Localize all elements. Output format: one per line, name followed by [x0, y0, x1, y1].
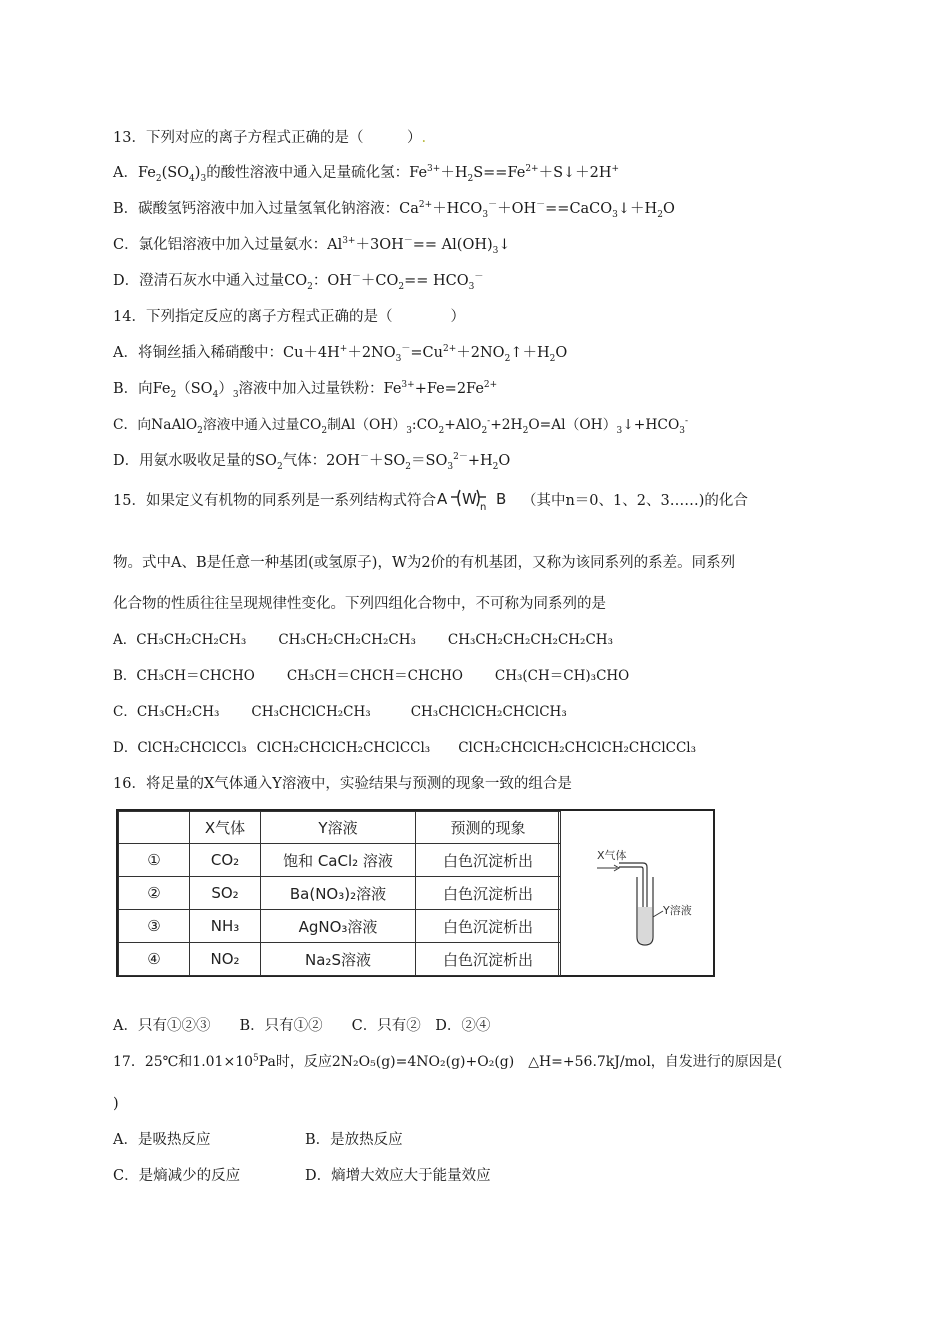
q17-option-c: C．是熵减少的反应	[113, 1168, 241, 1184]
table-row	[119, 910, 561, 943]
q14-a-t2: ＋2NO	[347, 345, 396, 361]
q13-d-sup1: －	[351, 272, 361, 283]
table-cell: 饱和 CaCl₂ 溶液	[261, 844, 416, 877]
q14-c-sub4: 2	[438, 425, 445, 436]
q15-option-b	[113, 666, 629, 686]
table-header-cell: X气体	[190, 812, 261, 844]
q14-c-sub6: 2	[522, 425, 529, 436]
q14-d-t5: +H	[467, 453, 493, 469]
q17-stem-line2-text: )	[113, 1096, 119, 1112]
q14-d-sup1: －	[359, 452, 369, 463]
table-header-cell: Y溶液	[261, 812, 416, 844]
q14-c-sub5: 2	[481, 425, 488, 436]
q15-c-label: C．	[113, 704, 137, 720]
q14-c-t4: :CO	[411, 417, 439, 433]
q13-d-t1: D．澄清石灰水中通入过量CO	[113, 273, 308, 289]
q14-c-t8: ↓+HCO	[622, 417, 680, 433]
q15-d-compound-3: ClCH₂CHClCH₂CHClCH₂CHClCCl₃	[458, 740, 697, 756]
q17-stem-post: Pa时，反应2N₂O₅(g)=4NO₂(g)+O₂(g) △H=+56.7kJ/mol，自发进行的原因是(	[258, 1054, 783, 1070]
table-cell: 白色沉淀析出	[416, 910, 561, 943]
q14-c-t6: +2H	[490, 417, 523, 433]
q14-c-sub2: 2	[321, 425, 328, 436]
q15-line2	[113, 553, 735, 573]
q15-stem	[113, 491, 748, 511]
q13-a-sup3: +	[611, 164, 620, 175]
q17-option-b: B．是放热反应	[305, 1132, 403, 1148]
q15-d-label: D．	[113, 740, 138, 756]
q14-d-sub1: 2	[276, 461, 283, 472]
q13-a-t7: ＋S↓＋2H	[538, 165, 612, 181]
q13-b-t2: ＋HCO	[432, 201, 483, 217]
q13-stem	[113, 128, 426, 148]
solution-pointer	[653, 911, 663, 917]
table-cell: ①	[119, 844, 190, 877]
homologous-formula	[436, 491, 522, 511]
table-cell: Ba(NO₃)₂溶液	[261, 877, 416, 910]
q14-stem-text: 14．下列指定反应的离子方程式正确的是（ ）	[113, 309, 465, 325]
q15-stem-pre: 15．如果定义有机物的同系列是一系列结构式符合	[113, 493, 436, 509]
q13-b-sub1: 3	[482, 209, 489, 220]
q13-d-t4: == HCO	[404, 273, 469, 289]
formula-b-label: B	[495, 490, 507, 508]
q15-line3	[113, 594, 606, 614]
q14-a-t1: A．将铜丝插入稀硝酸中：Cu＋4H	[113, 345, 340, 361]
q13-a-t1: A．Fe	[113, 165, 156, 181]
q14-option-d	[113, 451, 510, 471]
table-cell: Na₂S溶液	[261, 943, 416, 976]
q14-b-t3: ）	[218, 381, 233, 397]
q14-c-t7: O=Al（OH）	[528, 417, 617, 433]
q14-a-sub1: 3	[395, 353, 402, 364]
formula-n-label: n	[479, 502, 487, 513]
q14-d-sub3: 3	[447, 461, 454, 472]
q13-option-d	[113, 271, 483, 291]
q13-b-t5: ↓＋H	[617, 201, 658, 217]
table-header-row	[119, 812, 561, 844]
q15-c-compound-2: CH₃CHClCH₂CH₃	[251, 704, 371, 720]
q14-b-sub1: 2	[170, 389, 177, 400]
q15-d-compound-2: ClCH₂CHClCH₂CHClCCl₃	[256, 740, 431, 756]
q13-a-sub2: 4	[189, 173, 195, 184]
q13-a-sub4: 2	[467, 173, 474, 184]
q13-c-t4: ↓	[498, 237, 511, 253]
q15-line3-text: 化合物的性质往往呈现规律性变化。下列四组化合物中，不可称为同系列的是	[113, 596, 606, 612]
q14-a-sup2: －	[401, 344, 411, 355]
table-row	[119, 943, 561, 976]
table-cell: CO₂	[190, 844, 261, 877]
q13-d-sub2: 2	[398, 281, 405, 292]
q13-a-t5: ＋H	[440, 165, 468, 181]
q14-c-t2: 溶液中通入过量CO	[202, 417, 322, 433]
formula-w-label: W	[461, 490, 477, 508]
q15-a-compound-2: CH₃CH₂CH₂CH₂CH₃	[278, 632, 416, 648]
q16-table	[116, 809, 715, 977]
q14-b-t2: （SO	[176, 381, 213, 397]
q14-b-sub3: 3	[232, 389, 239, 400]
q13-b-sub3: 2	[657, 209, 663, 220]
q14-b-sup1: 3+	[401, 380, 415, 391]
q14-a-sup1: +	[339, 344, 348, 355]
table-row	[119, 844, 561, 877]
q13-b-sup2: －	[488, 200, 498, 211]
q13-b-t4: ==CaCO	[545, 201, 613, 217]
q15-option-a	[113, 630, 613, 650]
test-tube-graphic	[559, 811, 714, 975]
q13-option-b	[113, 199, 675, 219]
table-cell: ④	[119, 943, 190, 976]
q17-options-row2	[113, 1166, 491, 1186]
q13-a-t2: (SO	[161, 165, 190, 181]
diagram-x-label: X气体	[597, 849, 627, 862]
q13-b-sup1: 2+	[418, 200, 433, 211]
q16-options-text: A．只有①②③ B．只有①② C．只有② D．②④	[113, 1018, 491, 1034]
table-cell: ③	[119, 910, 190, 943]
table-header-cell: 预测的现象	[416, 812, 561, 844]
q14-d-sup2: 2－	[453, 452, 468, 463]
q14-a-t4: ＋2NO	[456, 345, 505, 361]
q15-option-c	[113, 702, 567, 722]
q13-stem-text: 13．下列对应的离子方程式正确的是（ ）	[113, 130, 422, 146]
q13-d-sub1: 2	[307, 281, 313, 292]
q14-d-t4: ＝SO	[411, 453, 448, 469]
q14-option-c	[113, 415, 688, 435]
q14-stem	[113, 307, 465, 327]
q14-a-t3: =Cu	[410, 345, 443, 361]
q13-c-sub1: 3	[492, 245, 499, 256]
q13-option-c	[113, 235, 511, 255]
table-cell: ②	[119, 877, 190, 910]
q14-a-t5: ↑＋H	[510, 345, 550, 361]
q14-c-sub1: 2	[197, 425, 203, 436]
diagram-y-label: Y溶液	[663, 904, 692, 917]
q15-a-label: A．	[113, 632, 137, 648]
q14-c-sub3: 3	[406, 425, 412, 436]
q13-d-sup2: －	[474, 272, 484, 283]
q15-b-compound-2: CH₃CH＝CHCH＝CHCHO	[286, 668, 463, 684]
q15-option-d	[113, 738, 696, 758]
q17-stem-sup: 5	[253, 1053, 259, 1064]
q14-d-sub2: 2	[405, 461, 412, 472]
apparatus-diagram	[558, 811, 714, 975]
q15-b-label: B．	[113, 668, 137, 684]
q14-d-sub4: 2	[492, 461, 499, 472]
q14-a-t6: O	[555, 345, 568, 361]
q15-a-compound-1: CH₃CH₂CH₂CH₃	[136, 632, 247, 648]
q16-options	[113, 1016, 490, 1036]
formula-bracket-graphic	[436, 487, 522, 515]
q13-c-sup1: 3+	[342, 236, 356, 247]
table-cell: NH₃	[190, 910, 261, 943]
q14-c-t3: 制Al（OH）	[327, 417, 407, 433]
q13-b-t3: ＋OH	[497, 201, 537, 217]
q14-b-t1: B．向Fe	[113, 381, 171, 397]
q13-d-t3: ＋CO	[360, 273, 399, 289]
q13-b-t1: B．碳酸氢钙溶液中加入过量氢氧化钠溶液：Ca	[113, 201, 419, 217]
q13-b-t6: O	[662, 201, 675, 217]
solution-fill	[638, 907, 652, 944]
table-cell: 白色沉淀析出	[416, 943, 561, 976]
q15-b-compound-3: CH₃(CH＝CH)₃CHO	[494, 668, 630, 684]
q13-a-t3: )	[194, 165, 201, 181]
q15-a-compound-3: CH₃CH₂CH₂CH₂CH₂CH₃	[447, 632, 613, 648]
q14-d-t6: O	[498, 453, 511, 469]
q16-stem	[113, 774, 572, 794]
q14-c-t5: +AlO	[444, 417, 482, 433]
table-cell: 白色沉淀析出	[416, 844, 561, 877]
q15-stem-post: （其中n＝0、1、2、3……)的化合	[521, 493, 748, 509]
table-header-cell	[119, 812, 190, 844]
q13-a-t6: S==Fe	[473, 165, 526, 181]
q13-a-sub3: 3	[200, 173, 207, 184]
table-cell: 白色沉淀析出	[416, 877, 561, 910]
q13-c-t2: ＋3OH	[355, 237, 404, 253]
q15-c-compound-3: CH₃CHClCH₂CHClCH₃	[410, 704, 567, 720]
formula-a-label: A	[436, 490, 448, 508]
q14-a-sub3: 2	[549, 353, 556, 364]
q13-a-sup2: 2+	[525, 164, 539, 175]
table-cell: AgNO₃溶液	[261, 910, 416, 943]
q14-c-sup2: -	[685, 416, 689, 427]
q13-a-t4: 的酸性溶液中通入足量硫化氢：Fe	[206, 165, 428, 181]
q17-stem	[113, 1052, 782, 1072]
q17-stem-pre: 17．25℃和1.01×10	[113, 1054, 254, 1070]
q14-b-sup2: 2+	[483, 380, 498, 391]
q14-c-t1: C．向NaAlO	[113, 417, 198, 433]
q17-options-row1	[113, 1130, 403, 1150]
q16-table-grid	[118, 811, 561, 976]
q14-b-sub2: 4	[212, 389, 219, 400]
q13-option-a	[113, 163, 619, 183]
q13-b-sub2: 3	[612, 209, 618, 220]
q13-a-sub1: 2	[155, 173, 162, 184]
q15-c-compound-1: CH₃CH₂CH₃	[136, 704, 220, 720]
q14-c-sub7: 3	[616, 425, 623, 436]
q14-c-sub8: 3	[679, 425, 686, 436]
q13-stem-dot: .	[421, 130, 427, 146]
q13-a-sup1: 3+	[427, 164, 441, 175]
table-cell: SO₂	[190, 877, 261, 910]
q14-d-t3: ＋SO	[368, 453, 406, 469]
q13-d-t2: ：OH	[312, 273, 352, 289]
q15-b-compound-1: CH₃CH＝CHCHO	[136, 668, 255, 684]
q14-a-sup3: 2+	[442, 344, 457, 355]
q14-b-t4: 溶液中加入过量铁粉：Fe	[238, 381, 402, 397]
q15-d-compound-1: ClCH₂CHClCCl₃	[137, 740, 247, 756]
q14-d-t1: D．用氨水吸收足量的SO	[113, 453, 277, 469]
q17-option-d: D．熵增大效应大于能量效应	[305, 1168, 491, 1184]
q14-option-b	[113, 379, 497, 399]
q13-c-t1: C．氯化铝溶液中加入过量氨水：Al	[113, 237, 343, 253]
table-row	[119, 877, 561, 910]
q13-b-sup3: －	[536, 200, 546, 211]
q13-c-t3: == Al(OH)	[412, 237, 493, 253]
q14-c-sup1: -	[487, 416, 491, 427]
q14-option-a	[113, 343, 567, 363]
q13-c-sup2: －	[403, 236, 413, 247]
q17-option-a: A．是吸热反应	[113, 1132, 211, 1148]
q17-stem-line2	[113, 1094, 119, 1114]
q15-line2-text: 物。式中A、B是任意一种基团(或氢原子)，W为2价的有机基团，又称为该同系列的系差。同系列	[113, 555, 736, 571]
q14-b-t5: +Fe=2Fe	[414, 381, 484, 397]
q14-a-sub2: 2	[504, 353, 511, 364]
q14-d-t2: 气体：2OH	[282, 453, 360, 469]
q13-d-sub3: 3	[468, 281, 475, 292]
q16-stem-text: 16．将足量的X气体通入Y溶液中，实验结果与预测的现象一致的组合是	[113, 776, 572, 792]
table-cell: NO₂	[190, 943, 261, 976]
